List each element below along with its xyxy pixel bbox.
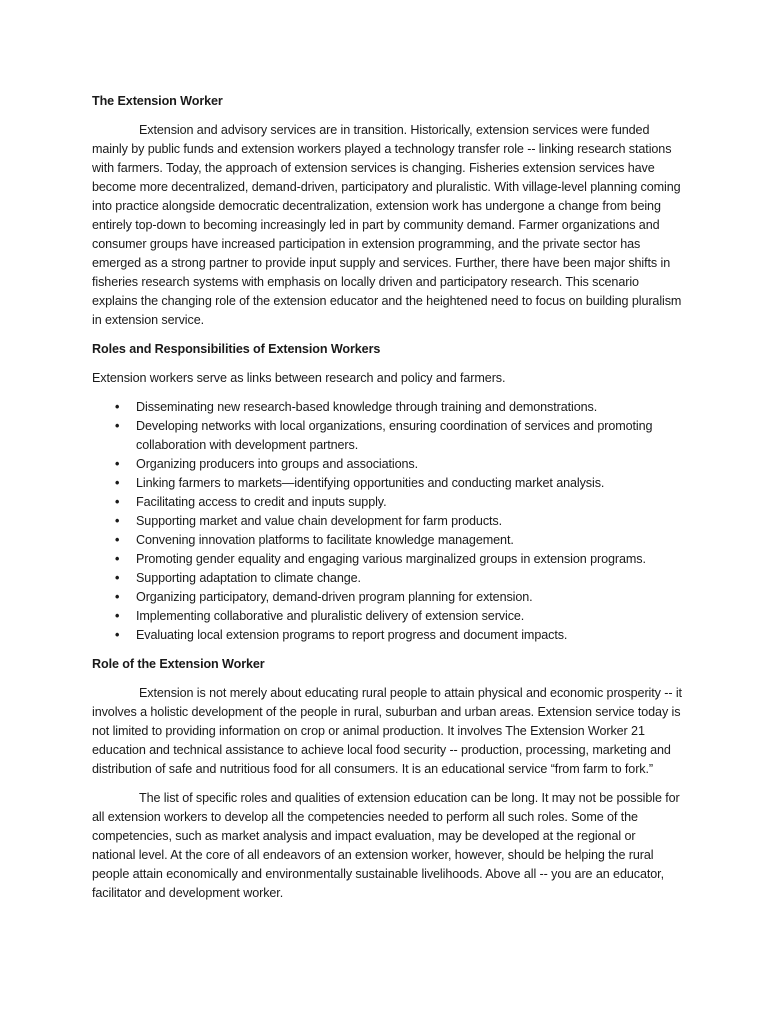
- list-item: • Promoting gender equality and engaging various marginalized groups in extension programs.: [92, 550, 682, 569]
- list-item: • Evaluating local extension programs to report progress and document impacts.: [92, 626, 682, 645]
- document-title: The Extension Worker: [92, 94, 223, 108]
- roles-heading: Roles and Responsibilities of Extension Workers: [92, 342, 381, 356]
- role-heading: Role of the Extension Worker: [92, 657, 265, 671]
- list-item: • Linking farmers to markets—identifying opportunities and conducting market analysis.: [92, 474, 682, 493]
- list-item: • Implementing collaborative and pluralistic delivery of extension service.: [92, 607, 682, 626]
- list-item: • Facilitating access to credit and inputs supply.: [92, 493, 682, 512]
- list-item: • Disseminating new research-based knowledge through training and demonstrations.: [92, 398, 682, 417]
- list-item: • Developing networks with local organizations, ensuring coordination of services and promoting collaboration with development partners.: [92, 417, 682, 455]
- role-paragraph-2: The list of specific roles and qualities of extension education can be long. It may not be possible for all extension workers to develop all the competencies needed to perform all such roles. Some of the competencies, such as market analysis and impact evaluation, may be developed at the regional or national level. At the core of all endeavors of an extension worker, however, should be helping the rural people attain economically and environmentally sustainable livelihoods. Above all -- you are an educator, facilitator and development worker.: [92, 791, 680, 900]
- list-item: • Supporting market and value chain development for farm products.: [92, 512, 682, 531]
- list-item: • Organizing participatory, demand-driven program planning for extension.: [92, 588, 682, 607]
- list-item: • Organizing producers into groups and associations.: [92, 455, 682, 474]
- intro-paragraph: Extension and advisory services are in transition. Historically, extension services were funded mainly by public funds and extension workers played a technology transfer role -- linking research stations with farmers. Today, the approach of extension services is changing. Fisheries extension services have become more decentralized, demand-driven, participatory and pluralistic. With village-level planning coming into practice alongside democratic decentralization, extension work has undergone a change from being entirely top-down to becoming increasingly led in part by community demand. Farmer organizations and consumer groups have increased participation in extension programming, and the private sector has emerged as a strong partner to provide input supply and services. Further, there have been major shifts in fisheries research systems with emphasis on locally driven and participatory research. This scenario explains the changing role of the extension educator and the heightened need to focus on building pluralism in extension service.: [92, 123, 682, 327]
- roles-intro: Extension workers serve as links between research and policy and farmers.: [92, 371, 506, 385]
- document-page: [92, 92, 682, 913]
- list-item: • Convening innovation platforms to facilitate knowledge management.: [92, 531, 682, 550]
- roles-list: [92, 398, 682, 645]
- list-item: • Supporting adaptation to climate change.: [92, 569, 682, 588]
- role-paragraph-1: Extension is not merely about educating rural people to attain physical and economic prosperity -- it involves a holistic development of the people in rural, suburban and urban areas. Extension service today is not limited to providing information on crop or animal production. It involves The Extension Worker 21 education and technical assistance to achieve local food security -- production, processing, marketing and distribution of safe and nutritious food for all consumers. It is an educational service “from farm to fork.”: [92, 686, 682, 776]
